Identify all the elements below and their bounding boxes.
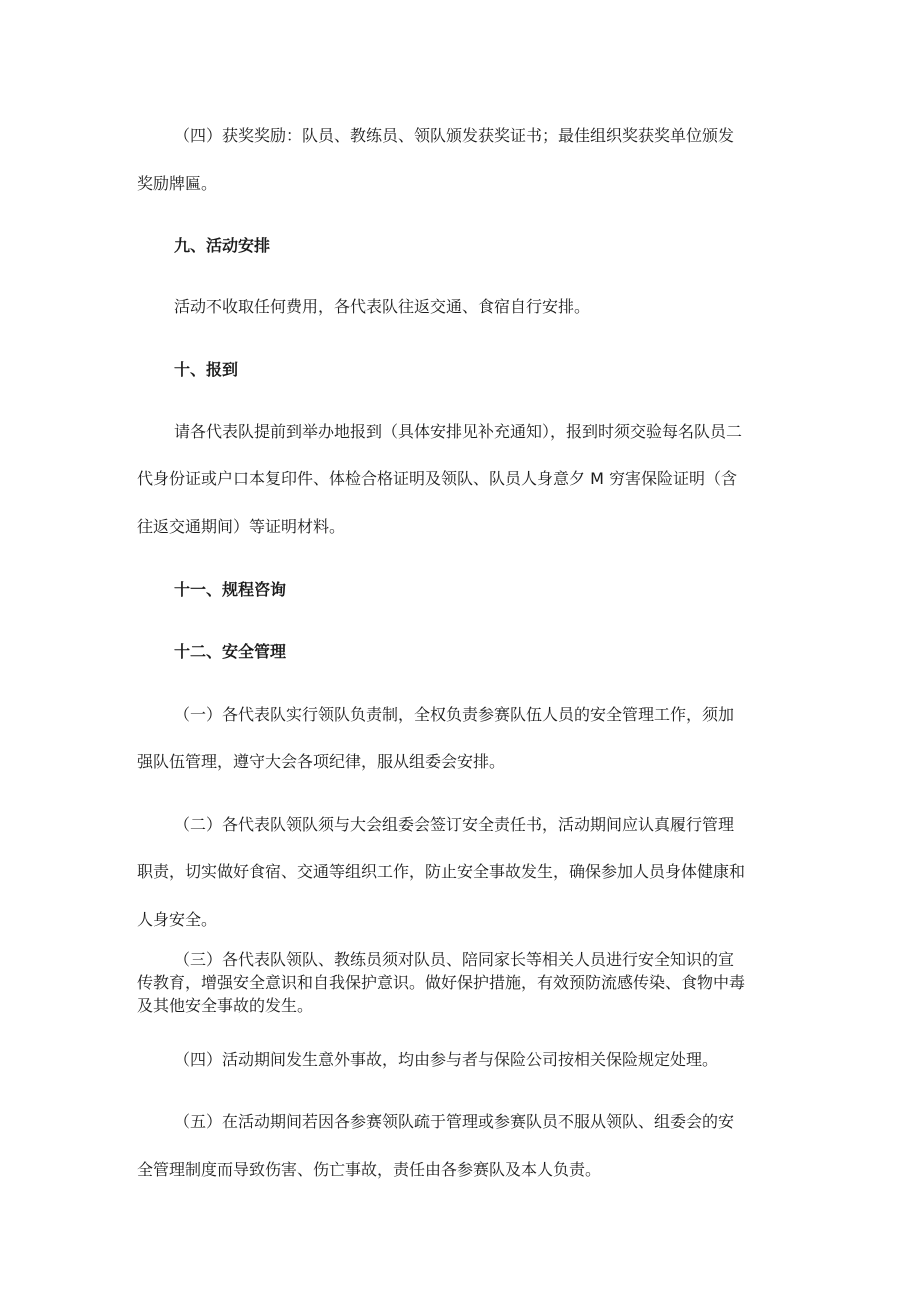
safety-item-5-line-2: 全管理制度而导致伤害、伤亡事故，责任由各参赛队及本人负责。: [137, 1160, 602, 1179]
safety-item-3-line-3: 及其他安全事故的发生。: [137, 996, 314, 1015]
safety-item-4: （四）活动期间发生意外事故，均由参与者与保险公司按相关保险规定处理。: [174, 1050, 719, 1069]
safety-item-2-line-1: （二）各代表队领队须与大会组委会签订安全责任书，活动期间应认真履行管理: [174, 815, 735, 834]
safety-item-2-line-2: 职责，切实做好食宿、交通等组织工作，防止安全事故发生，确保参加人员身体健康和: [137, 862, 746, 881]
safety-item-1-line-2: 强队伍管理，遵守大会各项纪律，服从组委会安排。: [137, 752, 506, 771]
safety-item-3-line-2: 传教育，增强安全意识和自我保护意识。做好保护措施，有效预防流感传染、食物中毒: [137, 973, 746, 992]
award-item-line-2: 奖励牌匾。: [137, 174, 218, 193]
registration-line-1: 请各代表队提前到举办地报到（具体安排见补充通知），报到时须交验每名队员二: [174, 422, 743, 441]
registration-line-2: 代身份证或户口本复印件、体检合格证明及领队、队员人身意夕 M 穷害保险证明（含: [137, 469, 737, 488]
safety-item-1-line-1: （一）各代表队实行领队负责制，全权负责参赛队伍人员的安全管理工作，须加: [174, 705, 735, 724]
safety-item-2-line-3: 人身安全。: [137, 910, 218, 929]
section-heading-activity-arrangement: 九、活动安排: [174, 236, 271, 255]
section-heading-safety-management: 十二、安全管理: [174, 642, 287, 661]
activity-arrangement-text: 活动不收取任何费用，各代表队往返交通、食宿自行安排。: [174, 297, 591, 316]
safety-item-5-line-1: （五）在活动期间若因各参赛领队疏于管理或参赛队员不服从领队、组委会的安: [174, 1112, 735, 1131]
section-heading-registration: 十、报到: [174, 360, 239, 379]
safety-item-3-line-1: （三）各代表队领队、教练员须对队员、陪同家长等相关人员进行安全知识的宣: [174, 950, 735, 969]
registration-line-3: 往返交通期间）等证明材料。: [137, 517, 346, 536]
award-item-line-1: （四）获奖奖励：队员、教练员、领队颁发获奖证书；最佳组织奖获奖单位颁发: [174, 126, 735, 145]
section-heading-consultation: 十一、规程咨询: [174, 580, 287, 599]
